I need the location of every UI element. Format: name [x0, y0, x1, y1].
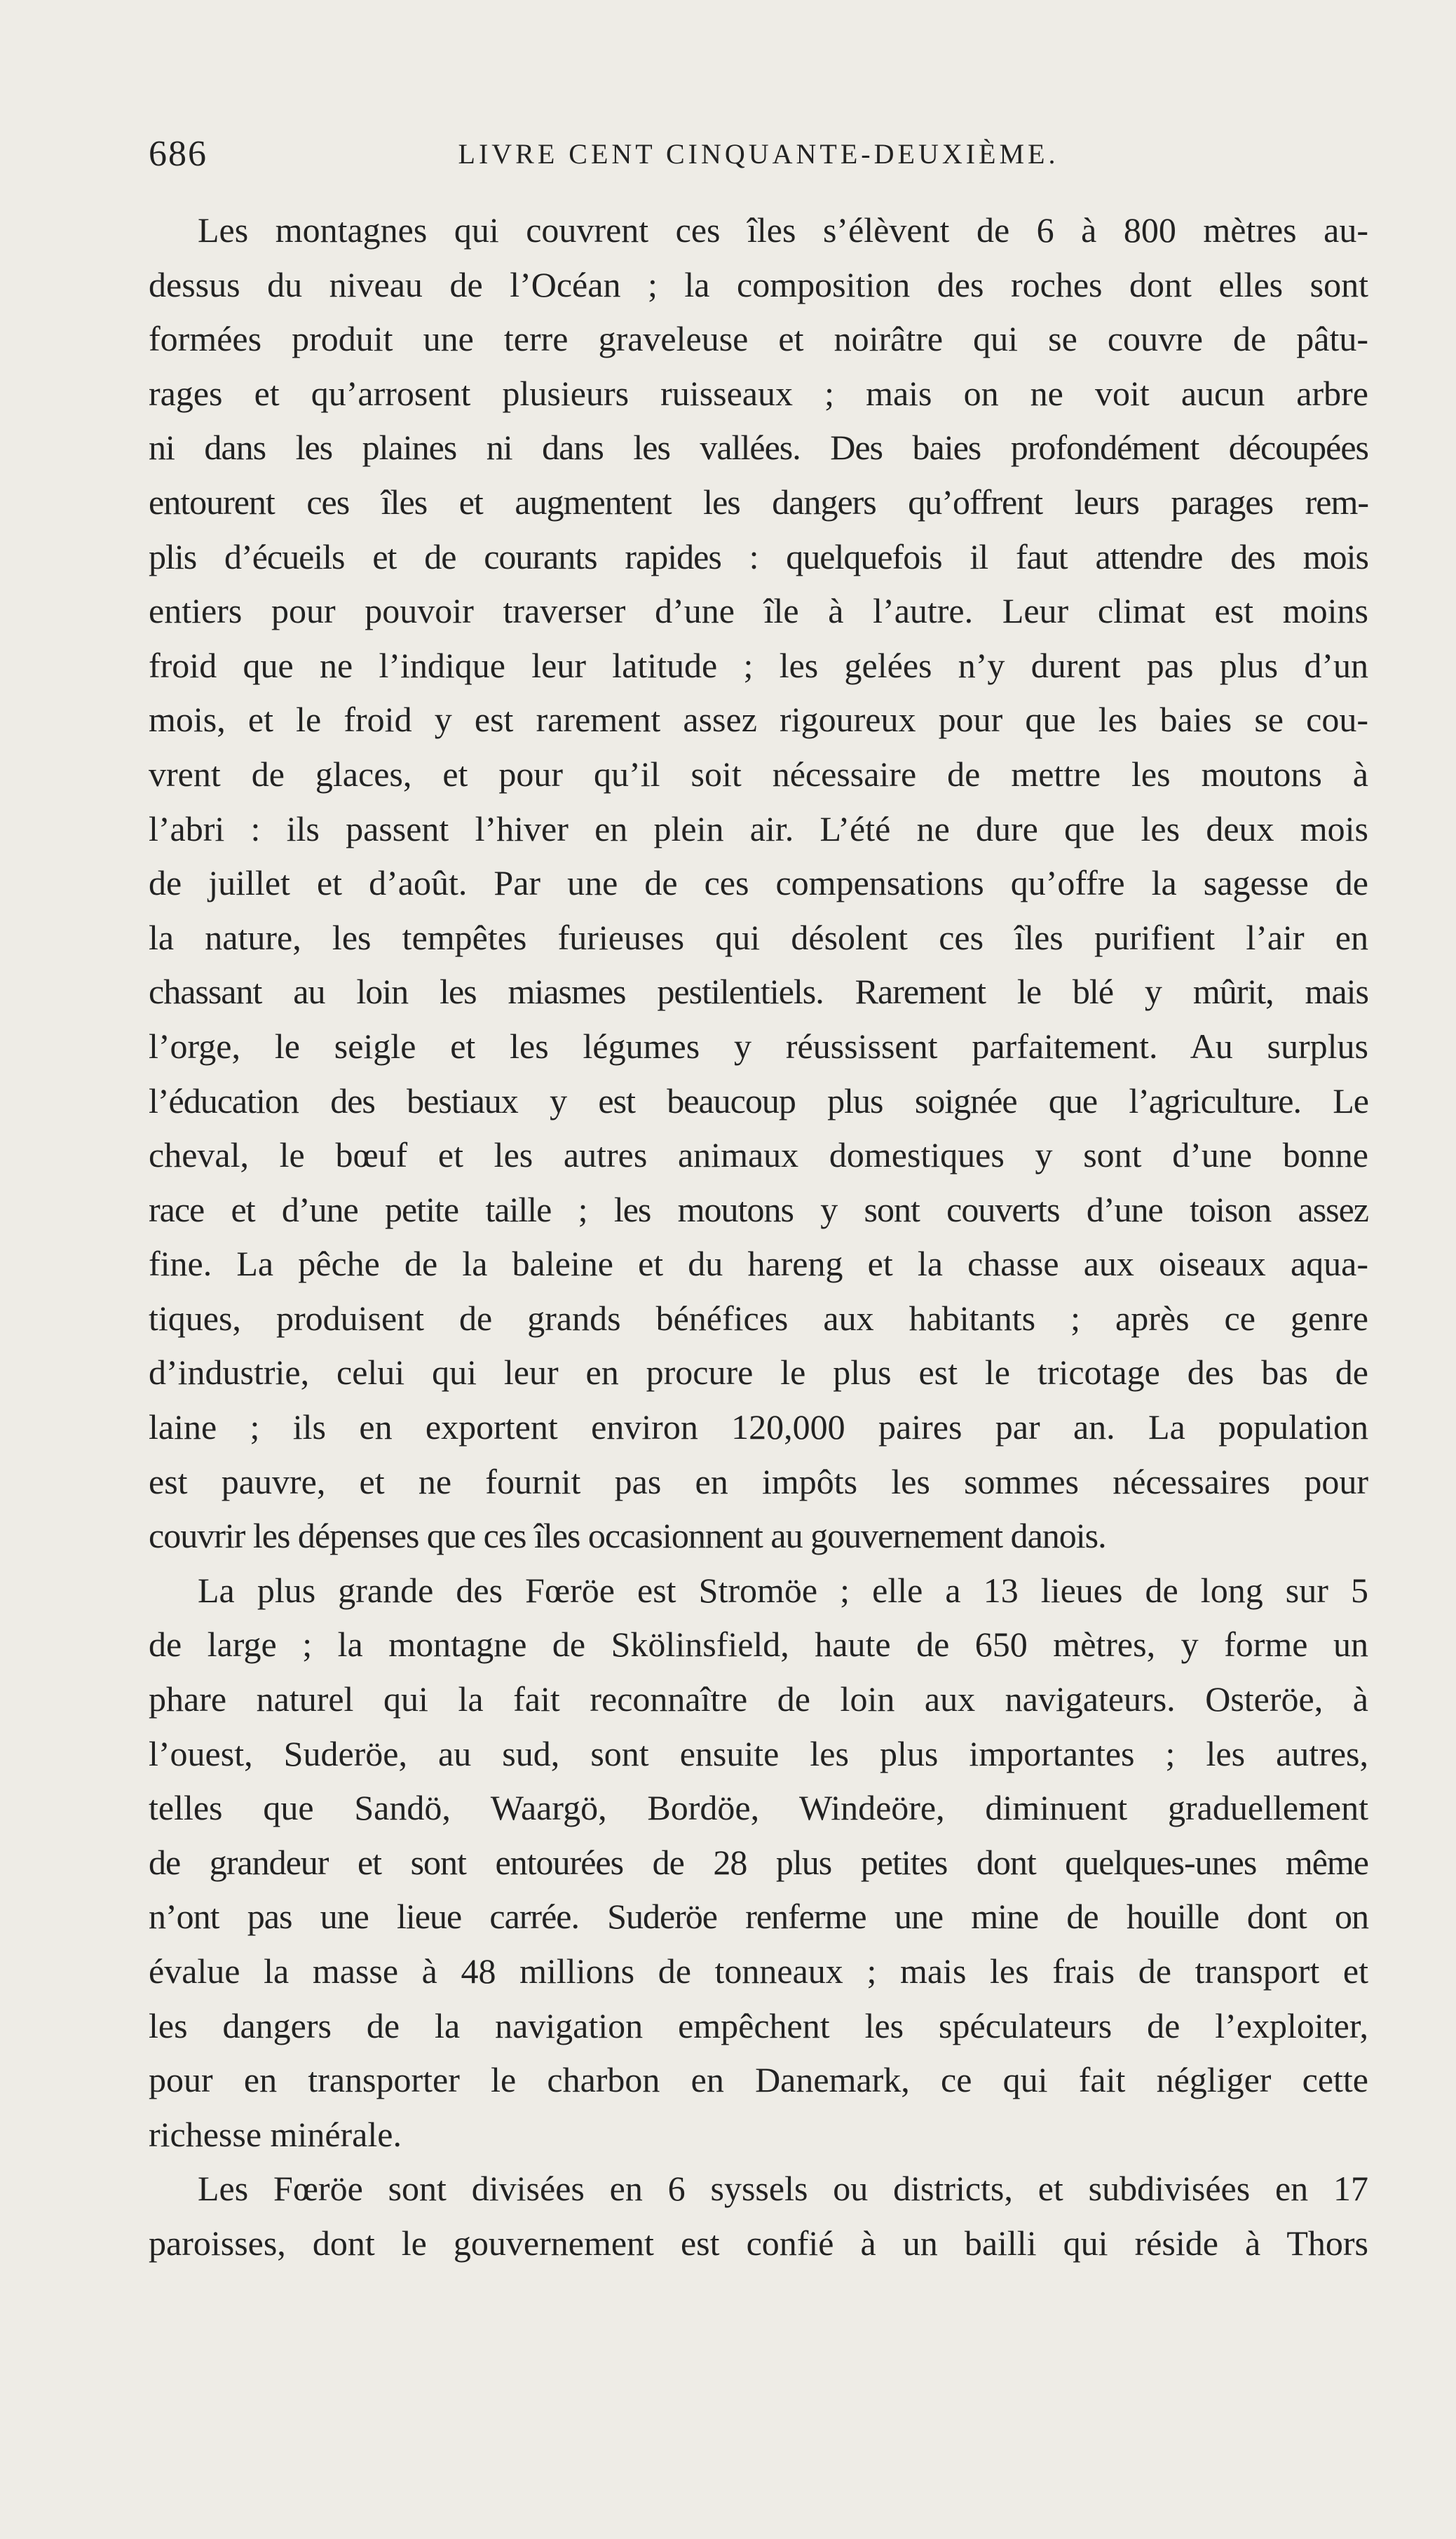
text-line: Les montagnes qui couvrent ces îles s’élèvent de 6 à 800 mètres au-: [198, 210, 1368, 250]
paragraph: [149, 2162, 1368, 2270]
text-line: La plus grande des Fœröe est Stromöe ; elle a 13 lieues de long sur 5: [198, 1570, 1368, 1610]
running-title: LIVRE CENT CINQUANTE-DEUXIÈME.: [458, 138, 1059, 170]
text-line: formées produit une terre graveleuse et noirâtre qui se couvre de pâtu-: [149, 319, 1368, 359]
text-line: l’orge, le seigle et les légumes y réussissent parfaitement. Au surplus: [149, 1026, 1368, 1066]
text-line: de grandeur et sont entourées de 28 plus petites dont quelques-unes même: [149, 1842, 1368, 1882]
text-line: froid que ne l’indique leur latitude ; les gelées n’y durent pas plus d’un: [149, 645, 1368, 685]
text-line: pour en transporter le charbon en Danemark, ce qui fait négliger cette: [149, 2060, 1368, 2100]
text-line: évalue la masse à 48 millions de tonneaux ; mais les frais de transport et: [149, 1951, 1368, 1991]
text-line: les dangers de la navigation empêchent les spéculateurs de l’exploiter,: [149, 2005, 1368, 2045]
text-line: Les Fœröe sont divisées en 6 syssels ou districts, et subdivisées en 17: [198, 2169, 1368, 2209]
body-text: [149, 203, 1368, 2271]
text-line: de juillet et d’août. Par une de ces compensations qu’offre la sagesse de: [149, 863, 1368, 903]
text-line: l’abri : ils passent l’hiver en plein air. L’été ne dure que les deux mois: [149, 808, 1368, 848]
text-line: tiques, produisent de grands bénéfices aux habitants ; après ce genre: [149, 1298, 1368, 1338]
text-line: paroisses, dont le gouvernement est confié à un bailli qui réside à Thors: [149, 2223, 1368, 2263]
text-line: couvrir les dépenses que ces îles occasionnent au gouvernement danois.: [149, 1516, 1106, 1556]
text-line: d’industrie, celui qui leur en procure le plus est le tricotage des bas de: [149, 1353, 1368, 1393]
text-line: mois, et le froid y est rarement assez rigoureux pour que les baies se cou-: [149, 700, 1368, 740]
text-line: la nature, les tempêtes furieuses qui désolent ces îles purifient l’air en: [149, 917, 1368, 957]
text-line: laine ; ils en exportent environ 120,000 paires par an. La population: [149, 1407, 1368, 1447]
text-line: dessus du niveau de l’Océan ; la composition des roches dont elles sont: [149, 264, 1368, 304]
text-line: entiers pour pouvoir traverser d’une île à l’autre. Leur climat est moins: [149, 591, 1368, 631]
text-line: rages et qu’arrosent plusieurs ruisseaux ; mais on ne voit aucun arbre: [149, 373, 1368, 413]
text-line: entourent ces îles et augmentent les dangers qu’offrent leurs parages rem-: [149, 482, 1368, 522]
text-line: plis d’écueils et de courants rapides : quelquefois il faut attendre des mois: [149, 536, 1368, 576]
text-line: de large ; la montagne de Skölinsfield, haute de 650 mètres, y forme un: [149, 1625, 1368, 1665]
page-header: [149, 133, 1368, 182]
page-number: 686: [149, 134, 207, 174]
text-line: race et d’une petite taille ; les moutons y sont couverts d’une toison assez: [149, 1189, 1368, 1229]
text-line: cheval, le bœuf et les autres animaux domestiques y sont d’une bonne: [149, 1135, 1368, 1175]
text-line: n’ont pas une lieue carrée. Suderöe renferme une mine de houille dont on: [149, 1897, 1368, 1937]
text-line: phare naturel qui la fait reconnaître de loin aux navigateurs. Osteröe, à: [149, 1679, 1368, 1719]
text-line: l’éducation des bestiaux y est beaucoup plus soignée que l’agriculture. Le: [149, 1081, 1368, 1120]
text-line: l’ouest, Suderöe, au sud, sont ensuite les plus importantes ; les autres,: [149, 1733, 1368, 1773]
paragraph: [149, 203, 1368, 1564]
text-line: ni dans les plaines ni dans les vallées. Des baies profondément découpées: [149, 428, 1368, 468]
text-line: fine. La pêche de la baleine et du hareng et la chasse aux oiseaux aqua-: [149, 1244, 1368, 1284]
text-line: vrent de glaces, et pour qu’il soit nécessaire de mettre les moutons à: [149, 754, 1368, 794]
text-line: est pauvre, et ne fournit pas en impôts les sommes nécessaires pour: [149, 1461, 1368, 1501]
paragraph: [149, 1564, 1368, 2162]
text-line: telles que Sandö, Waargö, Bordöe, Windeöre, diminuent graduellement: [149, 1788, 1368, 1828]
text-line: chassant au loin les miasmes pestilentiels. Rarement le blé y mûrit, mais: [149, 972, 1368, 1012]
text-line: richesse minérale.: [149, 2114, 402, 2154]
